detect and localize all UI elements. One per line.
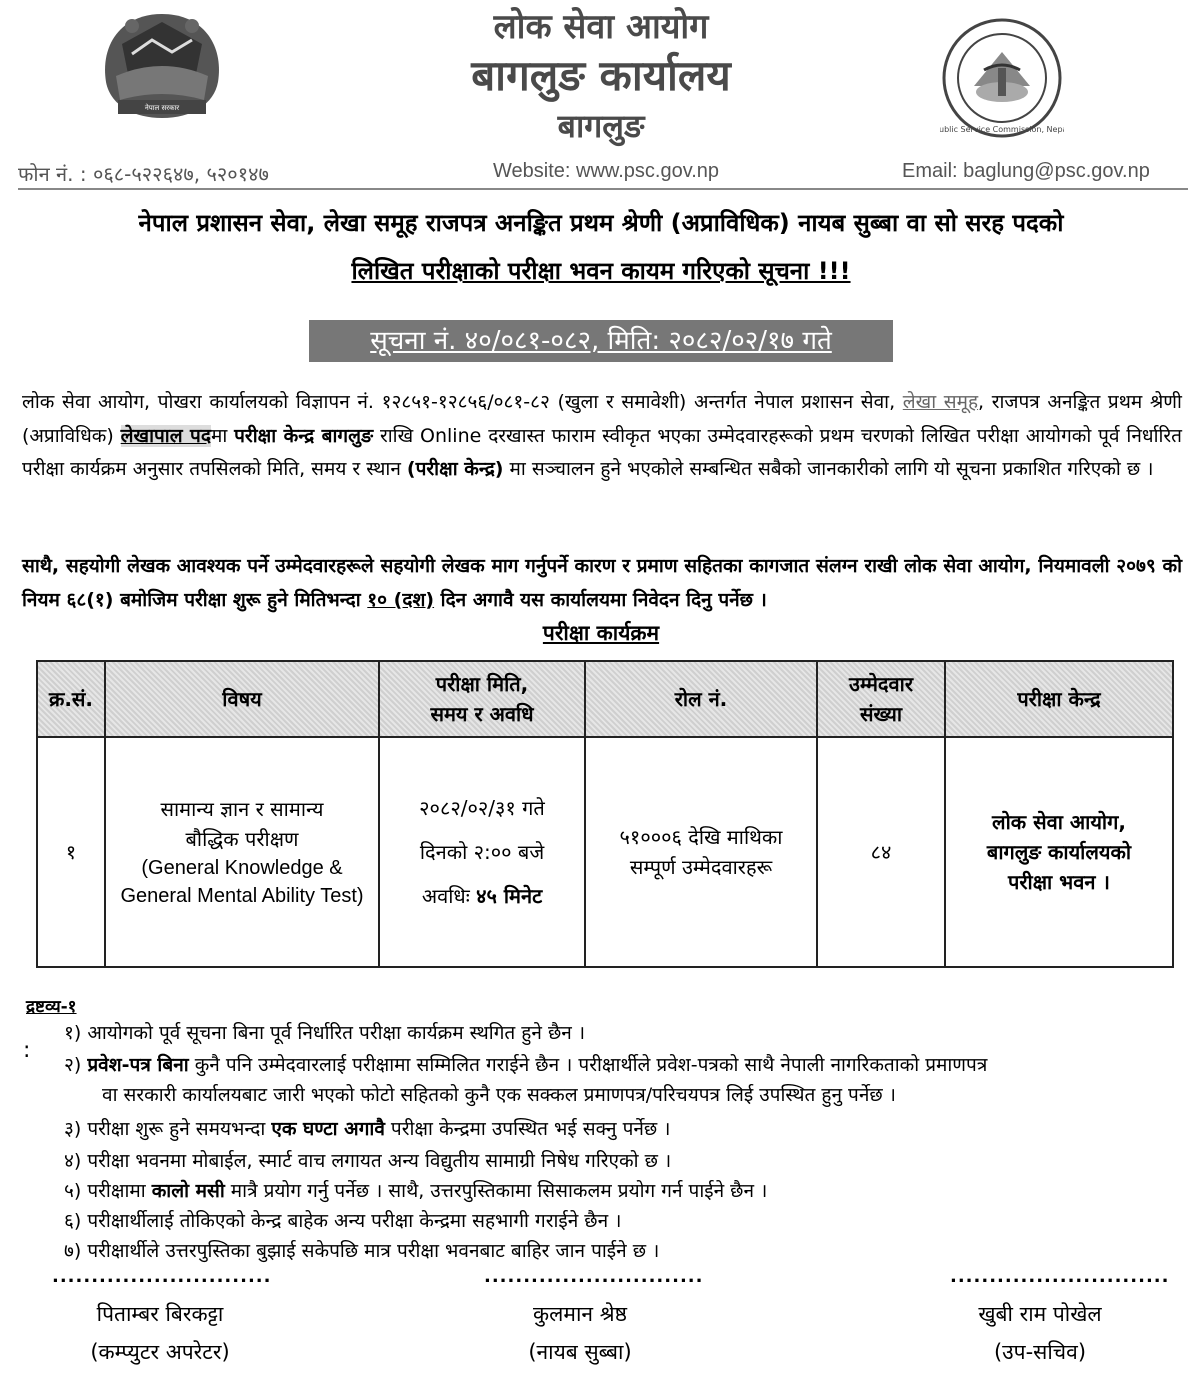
cell-count: ८४ — [817, 737, 945, 967]
phone-number: फोन नं. : ०६८-५२२६४७, ५२०१४७ — [18, 162, 269, 186]
para1-centre-label: (परीक्षा केन्द्र) — [406, 458, 504, 480]
note-5-bold: कालो मसी — [151, 1180, 225, 1202]
note-2 — [64, 1050, 1182, 1110]
headline-line-1: नेपाल प्रशासन सेवा, लेखा समूह राजपत्र अनङ्कित प्रथम श्रेणी (अप्राविधिक) नायब सुब्बा वा सो सरह पदको — [138, 209, 1064, 237]
paragraph-2 — [22, 550, 1182, 617]
para1-centre: परीक्षा केन्द्र बागलुङ — [234, 424, 374, 447]
para1-part: मा सञ्चालन हुने भएकोले सम्बन्धित सबैको जानकारीको लागि यो सूचना प्रकाशित गरिएको छ । — [503, 458, 1154, 480]
note-3-text-end: परीक्षा केन्द्रमा उपस्थित भई सक्नु पर्नेछ । — [384, 1118, 671, 1140]
note-5-text: ५) परीक्षामा — [64, 1180, 152, 1202]
centre-line3: परीक्षा भवन । — [1007, 870, 1111, 894]
para1-part: , राजपत्र अनङ्कित प्रथम श्रेणी (अप्राविधिक) — [22, 391, 1182, 447]
subject-en: (General Knowledge & General Mental Ability Test) — [120, 857, 364, 907]
exam-schedule-table — [36, 660, 1174, 968]
signatory-1-title: (कम्प्युटर अपरेटर) — [90, 1340, 230, 1364]
signatory-2-name: कुलमान श्रेष्ठ — [533, 1302, 627, 1326]
cell-roll — [585, 737, 817, 967]
exam-date: २०८२/०२/३१ गते — [419, 796, 545, 820]
header-line-3: बागलुङ — [557, 107, 645, 145]
para1-part: राखि Online दरखास्त फाराम स्वीकृत भएका उम्मेदवारहरूको प्रथम चरणको लिखित परीक्षा आयोगको पूर्व निर्धारित परीक्षा कार्यक्रम अनुसार तपसिलको मिति, समय र स्थान — [22, 424, 1183, 480]
col-header-roll: रोल नं. — [585, 661, 817, 737]
para1-post: लेखापाल पद — [120, 424, 211, 447]
duration-value: ४५ मिनेट — [476, 884, 543, 908]
roll-line1: ५१०००६ देखि माथिका — [619, 825, 783, 849]
notice-number: सूचना नं. ४०/०८१-०८२, मिति: २०८२/०२/१७ गते — [309, 320, 893, 362]
header-divider — [18, 188, 1188, 190]
subject-np-line1: सामान्य ज्ञान र सामान्य — [160, 797, 324, 821]
email-link[interactable]: Email: baglung@psc.gov.np — [902, 160, 1150, 182]
headline-line-2 — [0, 254, 1202, 287]
signatory-2-title: (नायब सुब्बा) — [528, 1340, 632, 1364]
signature-line-2: ............................ — [484, 1266, 704, 1287]
subject-np-line2: बौद्धिक परीक्षण — [185, 827, 299, 851]
table-row — [37, 737, 1173, 967]
signatory-3-title: (उप-सचिव) — [993, 1340, 1087, 1364]
exam-duration — [384, 881, 580, 911]
left-emblem-text: नेपाल सरकार — [144, 104, 180, 112]
centre-line1: लोक सेवा आयोग, — [992, 810, 1126, 834]
note-7: ७) परीक्षार्थीले उत्तरपुस्तिका बुझाई सकेपछि मात्र परीक्षा भवनबाट बाहिर जान पाईने छ । — [64, 1240, 660, 1262]
para1-part: लोक सेवा आयोग, पोखरा कार्यालयको विज्ञापन नं. १२८५१-१२८५६/०८१-८२ (खुला र समावेशी) अन्तर्गत नेपाल प्रशासन सेवा, — [22, 391, 903, 413]
para1-part: मा — [210, 424, 235, 447]
right-logo-text: Public Service Commission, Nepal — [940, 125, 1064, 134]
para2-part: साथै, सहयोगी लेखक आवश्यक पर्ने उम्मेदवारहरूले सहयोगी लेखक माग गर्नुपर्ने कारण र प्रमाण सहितका कागजात संलग्न राखी लोक सेवा आयोग, नियमावली २०७९ को नियम ६८(१) बमोजिम परीक्षा शुरू हुने मितिभन्दा — [22, 555, 1182, 611]
notes-title: द्रष्टव्य-१ — [26, 997, 77, 1017]
note-6: ६) परीक्षार्थीलाई तोकिएको केन्द्र बाहेक अन्य परीक्षा केन्द्रमा सहभागी गराईने छैन । — [64, 1210, 622, 1232]
table-header-row — [37, 661, 1173, 737]
margin-mark: : — [23, 1038, 31, 1063]
signatory-1-name: पिताम्बर बिरकट्टा — [96, 1302, 224, 1326]
note-2-num: २) — [64, 1054, 88, 1076]
roll-line2: सम्पूर्ण उम्मेदवारहरू — [629, 855, 773, 879]
col-header-date-line1: परीक्षा मिति, — [435, 672, 529, 696]
note-4: ४) परीक्षा भवनमा मोबाईल, स्मार्ट वाच लगायत अन्य विद्युतीय सामाग्री निषेध गरिएको छ । — [64, 1150, 672, 1172]
para2-part: दिन अगावै यस कार्यालयमा निवेदन दिनु पर्नेछ । — [434, 588, 767, 611]
cell-sn: १ — [37, 737, 105, 967]
duration-label: अवधिः — [421, 884, 477, 908]
col-header-date-line2: समय र अवधि — [430, 702, 534, 726]
note-3-bold: एक घण्टा अगावै — [271, 1118, 385, 1140]
note-5 — [64, 1176, 1182, 1206]
col-header-sn: क्र.सं. — [37, 661, 105, 737]
note-2-text: कुनै पनि उम्मेदवारलाई परीक्षामा सम्मिलित गराईने छैन । परीक्षार्थीले प्रवेश-पत्रको साथै नेपाली नागरिकताको प्रमाणपत्र — [188, 1054, 988, 1076]
para2-days: १० (दश) — [367, 588, 435, 611]
signature-line-3: ............................ — [950, 1266, 1170, 1287]
col-header-count-line1: उम्मेदवार — [849, 672, 913, 696]
schedule-title: परीक्षा कार्यक्रम — [542, 621, 660, 645]
note-1: १) आयोगको पूर्व सूचना बिना पूर्व निर्धारित परीक्षा कार्यक्रम स्थगित हुने छैन । — [64, 1022, 586, 1044]
note-5-text-end: मात्रै प्रयोग गर्नु पर्नेछ । साथै, उत्तरपुस्तिकामा सिसाकलम प्रयोग गर्न पाईने छैन । — [224, 1180, 768, 1202]
centre-line2: बागलुङ कार्यालयको — [986, 840, 1132, 864]
exam-time: दिनको २:०० बजे — [419, 840, 545, 864]
note-3-text: ३) परीक्षा शुरू हुने समयभन्दा — [64, 1118, 272, 1140]
psc-logo-icon — [940, 16, 1064, 140]
note-3 — [64, 1114, 1182, 1144]
signature-line-1: ............................ — [52, 1266, 272, 1287]
cell-centre — [945, 737, 1173, 967]
headline-line-2-text: लिखित परीक्षाको परीक्षा भवन कायम गरिएको सूचना !!! — [351, 257, 851, 285]
cell-subject — [105, 737, 379, 967]
header-line-2: बागलुङ कार्यालय — [471, 51, 731, 100]
col-header-count — [817, 661, 945, 737]
cell-date — [379, 737, 585, 967]
col-header-centre: परीक्षा केन्द्र — [945, 661, 1173, 737]
col-header-count-line2: संख्या — [860, 702, 902, 726]
col-header-subject: विषय — [105, 661, 379, 737]
para1-highlight: लेखा समूह — [902, 391, 979, 413]
header-line-1: लोक सेवा आयोग — [493, 7, 709, 47]
paragraph-1 — [22, 386, 1182, 487]
note-2-text-line2: वा सरकारी कार्यालयबाट जारी भएको फोटो सहितको कुनै एक सक्कल प्रमाणपत्र/परिचयपत्र लिई उपस्थित हुनु पर्नेछ । — [102, 1084, 896, 1106]
signatory-3-name: खुबी राम पोखेल — [978, 1302, 1102, 1326]
website-link[interactable]: Website: www.psc.gov.np — [493, 160, 720, 182]
note-2-bold: प्रवेश-पत्र बिना — [87, 1054, 189, 1076]
col-header-date — [379, 661, 585, 737]
